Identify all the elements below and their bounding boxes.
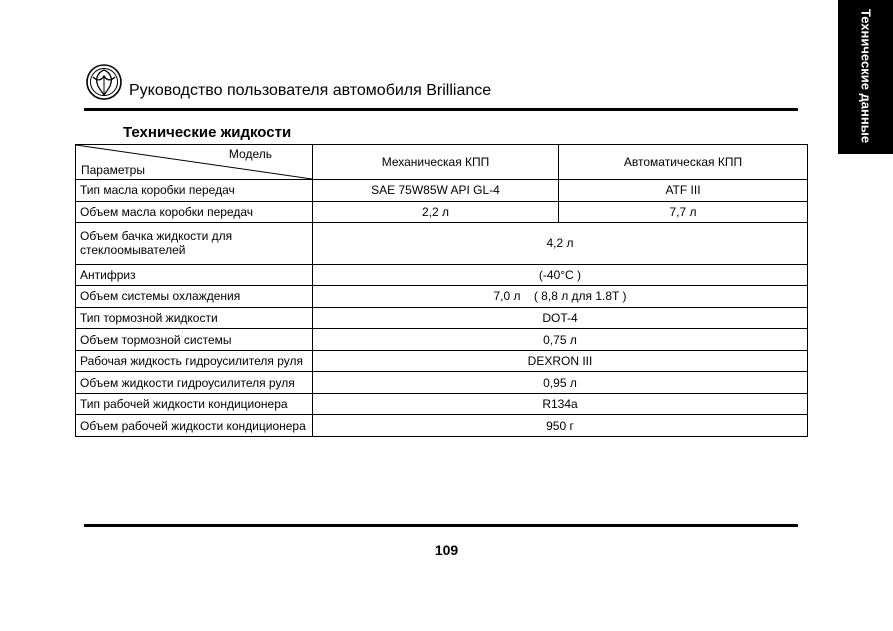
manual-value-cell: 2,2 л <box>313 201 559 223</box>
param-cell: Тип рабочей жидкости кондиционера <box>76 393 313 415</box>
param-cell: Рабочая жидкость гидроусилителя руля <box>76 350 313 372</box>
table-header-row <box>76 145 808 180</box>
table-row <box>76 393 808 415</box>
value-cell: (-40°C ) <box>313 264 808 286</box>
param-cell: Объем жидкости гидроусилителя руля <box>76 372 313 394</box>
value-cell: 950 г <box>313 415 808 437</box>
table-row <box>76 415 808 437</box>
value-cell: 7,0 л ( 8,8 л для 1.8T ) <box>313 286 808 308</box>
section-title: Технические жидкости <box>123 124 292 141</box>
value-cell: DEXRON III <box>313 350 808 372</box>
brilliance-logo-icon <box>84 62 124 102</box>
table-row <box>76 350 808 372</box>
section-tab <box>838 0 893 154</box>
page-number: 109 <box>434 542 459 558</box>
corner-cell <box>76 145 313 180</box>
param-cell: Тип масла коробки передач <box>76 180 313 202</box>
value-cell: 4,2 л <box>313 223 808 265</box>
value-cell: 0,75 л <box>313 329 808 351</box>
value-cell: R134a <box>313 393 808 415</box>
corner-model-label: Модель <box>228 147 272 161</box>
param-cell: Объем рабочей жидкости кондиционера <box>76 415 313 437</box>
table-row <box>76 201 808 223</box>
param-cell: Тип тормозной жидкости <box>76 307 313 329</box>
table-row <box>76 286 808 308</box>
table-row <box>76 223 808 265</box>
table-row <box>76 264 808 286</box>
manual-title: Руководство пользователя автомобиля Brilliance <box>129 82 492 99</box>
param-cell: Антифриз <box>76 264 313 286</box>
table-row <box>76 180 808 202</box>
table-row <box>76 307 808 329</box>
auto-value-cell: 7,7 л <box>559 201 808 223</box>
param-cell: Объем системы охлаждения <box>76 286 313 308</box>
table-row <box>76 329 808 351</box>
section-tab-label: Технические данные <box>858 8 874 144</box>
header-rule <box>84 108 798 111</box>
value-cell: 0,95 л <box>313 372 808 394</box>
column-header-manual: Механическая КПП <box>313 145 559 180</box>
corner-params-label: Параметры <box>81 163 145 177</box>
value-cell: DOT-4 <box>313 307 808 329</box>
manual-value-cell: SAE 75W85W API GL-4 <box>313 180 559 202</box>
footer-rule <box>84 524 798 527</box>
table-row <box>76 372 808 394</box>
param-cell: Объем масла коробки передач <box>76 201 313 223</box>
column-header-auto: Автоматическая КПП <box>559 145 808 180</box>
param-cell: Объем бачка жидкости для стеклоомывателей <box>76 223 313 265</box>
auto-value-cell: ATF III <box>559 180 808 202</box>
fluids-table <box>75 144 808 437</box>
param-cell: Объем тормозной системы <box>76 329 313 351</box>
